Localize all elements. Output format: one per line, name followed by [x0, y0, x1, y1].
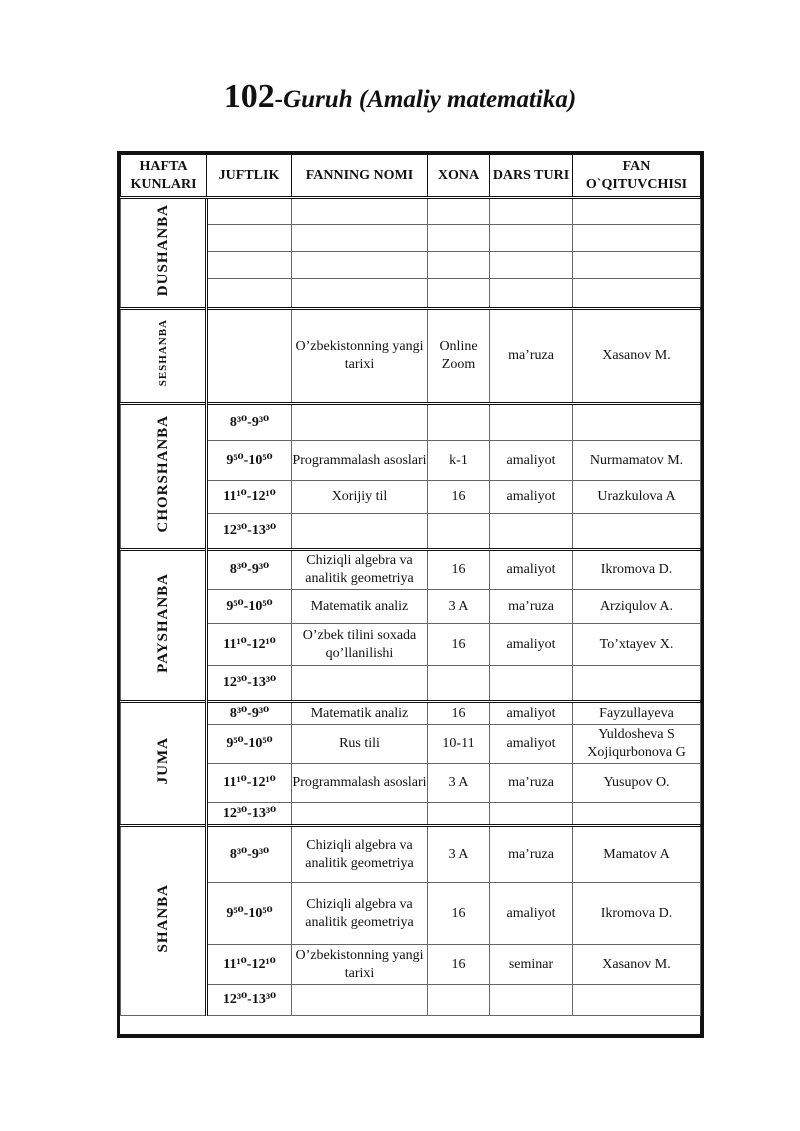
teacher-cell: Ikromova D. — [573, 883, 701, 945]
room-cell — [428, 803, 490, 826]
subject-cell: Matematik analiz — [292, 702, 428, 725]
room-cell: 16 — [428, 883, 490, 945]
type-cell — [490, 514, 573, 550]
day-name-cell — [121, 702, 207, 826]
type-cell: amaliyot — [490, 702, 573, 725]
teacher-cell — [573, 985, 701, 1016]
room-cell: 3 A — [428, 590, 490, 624]
table-row — [121, 945, 701, 985]
header-pair: JUFTLIK — [207, 155, 292, 198]
room-cell — [428, 404, 490, 441]
day-name: DUSHANBA — [155, 203, 171, 297]
day-name: SESHANBA — [157, 319, 169, 387]
subject-cell: O’zbekistonning yangi tarixi — [292, 945, 428, 985]
room-cell: 16 — [428, 702, 490, 725]
type-cell — [490, 279, 573, 309]
subject-cell — [292, 225, 428, 252]
table-row — [121, 279, 701, 309]
room-cell — [428, 985, 490, 1016]
subject-cell — [292, 252, 428, 279]
day-name-cell — [121, 826, 207, 1016]
time-slot — [207, 279, 292, 309]
table-row — [121, 702, 701, 725]
teacher-cell: Xasanov M. — [573, 309, 701, 404]
table-row — [121, 725, 701, 764]
time-slot — [207, 252, 292, 279]
table-row — [121, 550, 701, 590]
teacher-cell: Urazkulova A — [573, 481, 701, 514]
teacher-cell: Nurmamatov M. — [573, 441, 701, 481]
day-name-cell — [121, 550, 207, 702]
subject-cell: O’zbek tilini soxada qo’llanilishi — [292, 624, 428, 666]
type-cell: amaliyot — [490, 883, 573, 945]
time-slot: 8³⁰-9³⁰ — [207, 550, 292, 590]
teacher-cell: Arziqulov A. — [573, 590, 701, 624]
header-room: XONA — [428, 155, 490, 198]
room-cell: Online Zoom — [428, 309, 490, 404]
room-cell: 10-11 — [428, 725, 490, 764]
schedule-table — [120, 154, 701, 1016]
time-slot: 12³⁰-13³⁰ — [207, 514, 292, 550]
teacher-cell: Ikromova D. — [573, 550, 701, 590]
type-cell: ma’ruza — [490, 764, 573, 803]
type-cell — [490, 198, 573, 225]
subject-cell: Chiziqli algebra va analitik geometriya — [292, 883, 428, 945]
type-cell — [490, 225, 573, 252]
subject-cell: Xorijiy til — [292, 481, 428, 514]
subject-cell: Chiziqli algebra va analitik geometriya — [292, 826, 428, 883]
type-cell: amaliyot — [490, 441, 573, 481]
time-slot: 8³⁰-9³⁰ — [207, 404, 292, 441]
teacher-cell: Mamatov A — [573, 826, 701, 883]
teacher-cell: To’xtayev X. — [573, 624, 701, 666]
time-slot: 9⁵⁰-10⁵⁰ — [207, 590, 292, 624]
teacher-cell: Fayzullayeva — [573, 702, 701, 725]
teacher-cell: Xasanov M. — [573, 945, 701, 985]
subject-cell — [292, 404, 428, 441]
table-row — [121, 764, 701, 803]
table-row — [121, 666, 701, 702]
header-teacher: FAN O`QITUVCHISI — [573, 155, 701, 198]
header-type: DARS TURI — [490, 155, 573, 198]
subject-cell: Chiziqli algebra va analitik geometriya — [292, 550, 428, 590]
teacher-cell: Yuldosheva S Xojiqurbonova G — [573, 725, 701, 764]
group-name: -Guruh (Amaliy matematika) — [274, 86, 577, 113]
table-row — [121, 514, 701, 550]
room-cell: 16 — [428, 624, 490, 666]
time-slot — [207, 309, 292, 404]
subject-cell: Matematik analiz — [292, 590, 428, 624]
room-cell: 3 A — [428, 826, 490, 883]
teacher-cell — [573, 279, 701, 309]
time-slot: 12³⁰-13³⁰ — [207, 803, 292, 826]
type-cell: seminar — [490, 945, 573, 985]
day-name-cell — [121, 198, 207, 309]
room-cell — [428, 666, 490, 702]
teacher-cell — [573, 666, 701, 702]
teacher-cell — [573, 252, 701, 279]
table-row — [121, 481, 701, 514]
room-cell: 16 — [428, 481, 490, 514]
page-title — [0, 78, 800, 116]
room-cell — [428, 279, 490, 309]
type-cell — [490, 252, 573, 279]
time-slot: 12³⁰-13³⁰ — [207, 666, 292, 702]
header-subject: FANNING NOMI — [292, 155, 428, 198]
type-cell — [490, 666, 573, 702]
table-row — [121, 309, 701, 404]
type-cell: amaliyot — [490, 725, 573, 764]
time-slot: 11¹⁰-12¹⁰ — [207, 624, 292, 666]
time-slot — [207, 198, 292, 225]
time-slot: 9⁵⁰-10⁵⁰ — [207, 883, 292, 945]
teacher-cell: Yusupov O. — [573, 764, 701, 803]
table-row — [121, 252, 701, 279]
day-name-cell — [121, 404, 207, 550]
table-row — [121, 441, 701, 481]
day-name: SHANBA — [155, 883, 171, 953]
group-number: 102 — [223, 78, 275, 115]
time-slot: 11¹⁰-12¹⁰ — [207, 764, 292, 803]
table-row — [121, 624, 701, 666]
table-row — [121, 826, 701, 883]
subject-cell — [292, 514, 428, 550]
room-cell: 3 A — [428, 764, 490, 803]
time-slot: 8³⁰-9³⁰ — [207, 826, 292, 883]
subject-cell: O’zbekistonning yangi tarixi — [292, 309, 428, 404]
subject-cell — [292, 803, 428, 826]
room-cell: k-1 — [428, 441, 490, 481]
room-cell: 16 — [428, 550, 490, 590]
room-cell — [428, 514, 490, 550]
table-row — [121, 590, 701, 624]
type-cell: amaliyot — [490, 481, 573, 514]
teacher-cell — [573, 198, 701, 225]
subject-cell — [292, 985, 428, 1016]
subject-cell: Programmalash asoslari — [292, 441, 428, 481]
type-cell — [490, 803, 573, 826]
time-slot: 9⁵⁰-10⁵⁰ — [207, 441, 292, 481]
header-row — [121, 155, 701, 198]
subject-cell — [292, 279, 428, 309]
type-cell: ma’ruza — [490, 826, 573, 883]
day-name: CHORSHANBA — [155, 414, 171, 533]
subject-cell — [292, 198, 428, 225]
subject-cell: Programmalash asoslari — [292, 764, 428, 803]
table-row — [121, 985, 701, 1016]
teacher-cell — [573, 514, 701, 550]
time-slot: 8³⁰-9³⁰ — [207, 702, 292, 725]
table-row — [121, 803, 701, 826]
time-slot: 11¹⁰-12¹⁰ — [207, 481, 292, 514]
day-name: PAYSHANBA — [155, 572, 171, 673]
day-name: JUMA — [155, 736, 171, 785]
time-slot: 9⁵⁰-10⁵⁰ — [207, 725, 292, 764]
subject-cell — [292, 666, 428, 702]
time-slot: 12³⁰-13³⁰ — [207, 985, 292, 1016]
table-row — [121, 225, 701, 252]
header-day: HAFTA KUNLARI — [121, 155, 207, 198]
type-cell — [490, 985, 573, 1016]
time-slot: 11¹⁰-12¹⁰ — [207, 945, 292, 985]
room-cell — [428, 225, 490, 252]
table-row — [121, 198, 701, 225]
day-name-cell — [121, 309, 207, 404]
type-cell: amaliyot — [490, 624, 573, 666]
teacher-cell — [573, 404, 701, 441]
teacher-cell — [573, 225, 701, 252]
subject-cell: Rus tili — [292, 725, 428, 764]
room-cell — [428, 198, 490, 225]
type-cell: ma’ruza — [490, 590, 573, 624]
table-row — [121, 883, 701, 945]
table-row — [121, 404, 701, 441]
teacher-cell — [573, 803, 701, 826]
room-cell — [428, 252, 490, 279]
type-cell — [490, 404, 573, 441]
time-slot — [207, 225, 292, 252]
room-cell: 16 — [428, 945, 490, 985]
type-cell: amaliyot — [490, 550, 573, 590]
type-cell: ma’ruza — [490, 309, 573, 404]
